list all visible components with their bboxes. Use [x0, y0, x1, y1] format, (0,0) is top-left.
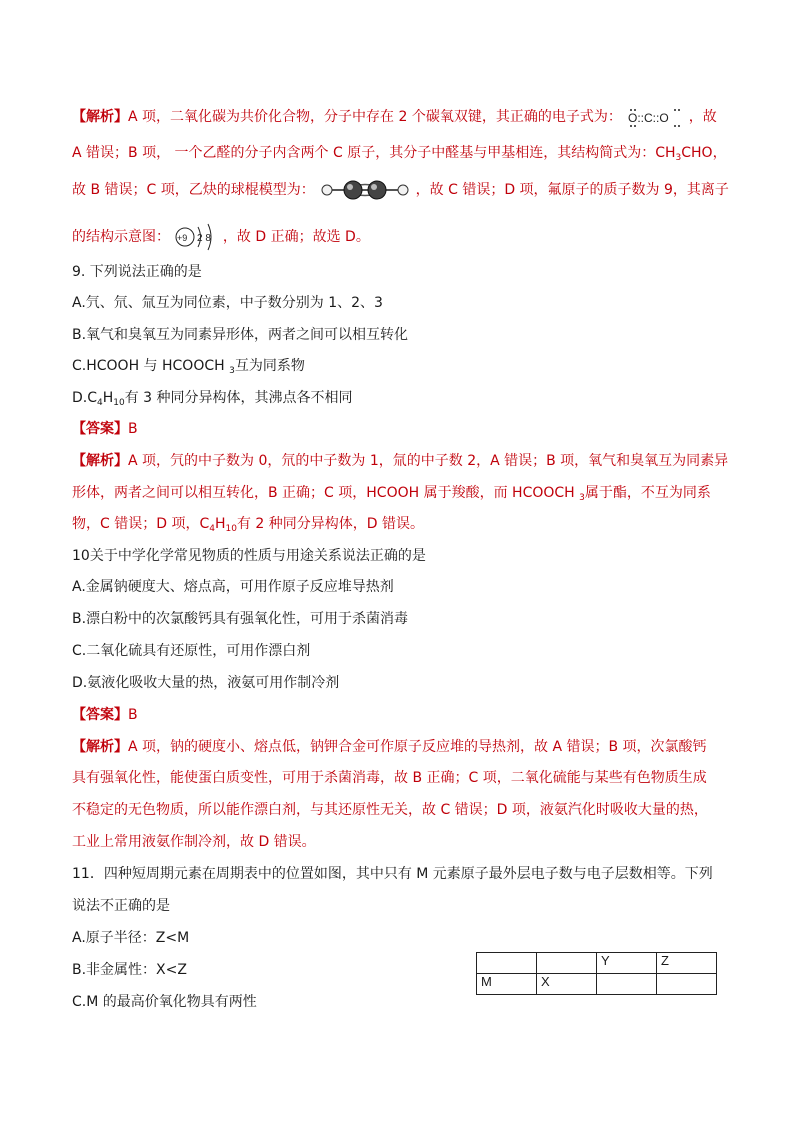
table-cell: Y: [597, 953, 657, 974]
q8-analysis-line-2: [72, 143, 727, 163]
option-text: D.C: [72, 390, 98, 406]
analysis-text: ，故 D 正确；故选 D。: [222, 229, 370, 245]
ion-shells-text: 2 8: [197, 233, 212, 244]
q10-option-b: B.漂白粉中的次氯酸钙具有强氧化性，可用于杀菌消毒: [72, 611, 409, 627]
analysis-tag: 【解析】: [72, 453, 128, 469]
q10-option-d: D.氨液化吸收大量的热，液氨可用作制冷剂: [72, 675, 340, 691]
table-cell: [657, 974, 717, 995]
analysis-text: A 项，氕的中子数为 0，氘的中子数为 1，氚的中子数 2，A 错误；B 项，氧气和臭氧互为同素异: [128, 453, 729, 469]
q11-option-b: B.非金属性：X<Z: [72, 962, 187, 978]
q11-stem-line-1: 11．四种短周期元素在周期表中的位置如图，其中只有 M 元素原子最外层电子数与电子层数相等。下列: [72, 866, 713, 882]
q9-analysis-line-1: [72, 451, 728, 471]
q9-analysis-line-3: [72, 514, 424, 534]
q10-analysis-line-2: 具有强氧化性，能使蛋白质变性，可用于杀菌消毒，故 B 正确；C 项，二氧化硫能与某些有色物质生成: [72, 770, 707, 786]
analysis-text: 物，C 错误；D 项，C: [72, 516, 210, 532]
co2-formula-text: O::C::O: [628, 111, 669, 125]
q8-analysis-line-3: [72, 179, 729, 201]
option-text: C.HCOOH 与 HCOOCH: [72, 358, 230, 374]
table-cell: [597, 974, 657, 995]
subscript: 3: [675, 153, 682, 163]
ion-nucleus-text: +9: [177, 233, 188, 243]
q8-analysis-line-1: [72, 106, 717, 128]
analysis-text: A 错误；B 项， 一个乙醛的分子内含两个 C 原子，其分子中醛基与甲基相连，其结构简式为：CH: [72, 145, 676, 161]
analysis-text: 有 2 种同分异构体，D 错误。: [236, 516, 424, 532]
q10-option-c: C.二氧化硫具有还原性，可用作漂白剂: [72, 643, 311, 659]
q9-option-c: [72, 356, 305, 376]
answer-value: B: [128, 707, 138, 723]
analysis-text: ，故 C 错误；D 项，氟原子的质子数为 9，其离子: [415, 182, 729, 198]
subscript: 3: [229, 366, 235, 376]
analysis-text: 属于酯，不互为同系: [584, 485, 711, 501]
analysis-text: A 项，二氧化碳为共价化合物，分子中存在 2 个碳氧双键，其正确的电子式为：: [128, 109, 622, 125]
q8-analysis-line-4: [72, 222, 370, 252]
subscript: 3: [579, 493, 585, 503]
subscript: 10: [113, 398, 125, 408]
q11-option-a: A.原子半径：Z<M: [72, 930, 190, 946]
acetylene-ball-stick-model-icon: [319, 179, 411, 201]
option-text: 有 3 种同分异构体，其沸点各不相同: [124, 390, 353, 406]
q11-option-c: C.M 的最高价氧化物具有两性: [72, 994, 257, 1010]
answer-tag: 【答案】: [72, 707, 128, 723]
table-row: [477, 953, 717, 974]
q9-analysis-line-2: [72, 483, 711, 503]
table-cell: M: [477, 974, 537, 995]
fluoride-ion-structure-icon: [174, 222, 218, 252]
subscript: 4: [209, 524, 215, 534]
q10-answer: [72, 705, 138, 725]
analysis-tag: 【解析】: [72, 739, 128, 755]
answer-value: B: [128, 421, 138, 437]
option-text: 互为同系物: [234, 358, 305, 374]
periodic-table-fragment: [476, 952, 717, 995]
analysis-text: 形体，两者之间可以相互转化，B 正确；C 项，HCOOH 属于羧酸，而 HCOOCH: [72, 485, 580, 501]
q9-answer: [72, 419, 138, 439]
analysis-text: 的结构示意图：: [72, 229, 170, 245]
analysis-text: CHO，: [681, 145, 727, 161]
q9-option-a: A.氕、氘、氚互为同位素，中子数分别为 1、2、3: [72, 295, 383, 311]
analysis-text: 故 B 错误；C 项，乙炔的球棍模型为：: [72, 182, 315, 198]
analysis-text: A 项，钠的硬度小、熔点低，钠钾合金可作原子反应堆的导热剂，故 A 错误；B 项，次氯酸钙: [128, 739, 707, 755]
q10-analysis-line-4: 工业上常用液氨作制冷剂，故 D 错误。: [72, 834, 316, 850]
q10-analysis-line-3: 不稳定的无色物质，所以能作漂白剂，与其还原性无关，故 C 错误；D 项，液氨汽化时吸收大量的热，: [72, 802, 708, 818]
table-cell: [537, 953, 597, 974]
analysis-text: ，故: [688, 109, 717, 125]
q11-stem-line-2: 说法不正确的是: [72, 898, 170, 914]
analysis-tag: 【解析】: [72, 109, 128, 125]
option-text: H: [102, 390, 114, 406]
q9-stem: 9. 下列说法正确的是: [72, 264, 202, 280]
q10-analysis-line-1: [72, 737, 707, 757]
q10-option-a: A.金属钠硬度大、熔点高，可用作原子反应堆导热剂: [72, 579, 394, 595]
answer-tag: 【答案】: [72, 421, 128, 437]
analysis-text: H: [214, 516, 226, 532]
table-cell: [477, 953, 537, 974]
subscript: 10: [225, 524, 237, 534]
co2-electron-formula-icon: [626, 106, 684, 128]
table-cell: Z: [657, 953, 717, 974]
q9-option-b: B.氧气和臭氧互为同素异形体，两者之间可以相互转化: [72, 327, 409, 343]
table-cell: X: [537, 974, 597, 995]
q10-stem: 10关于中学化学常见物质的性质与用途关系说法正确的是: [72, 548, 426, 564]
table-row: [477, 974, 717, 995]
q9-option-d: [72, 388, 353, 408]
subscript: 4: [97, 398, 103, 408]
